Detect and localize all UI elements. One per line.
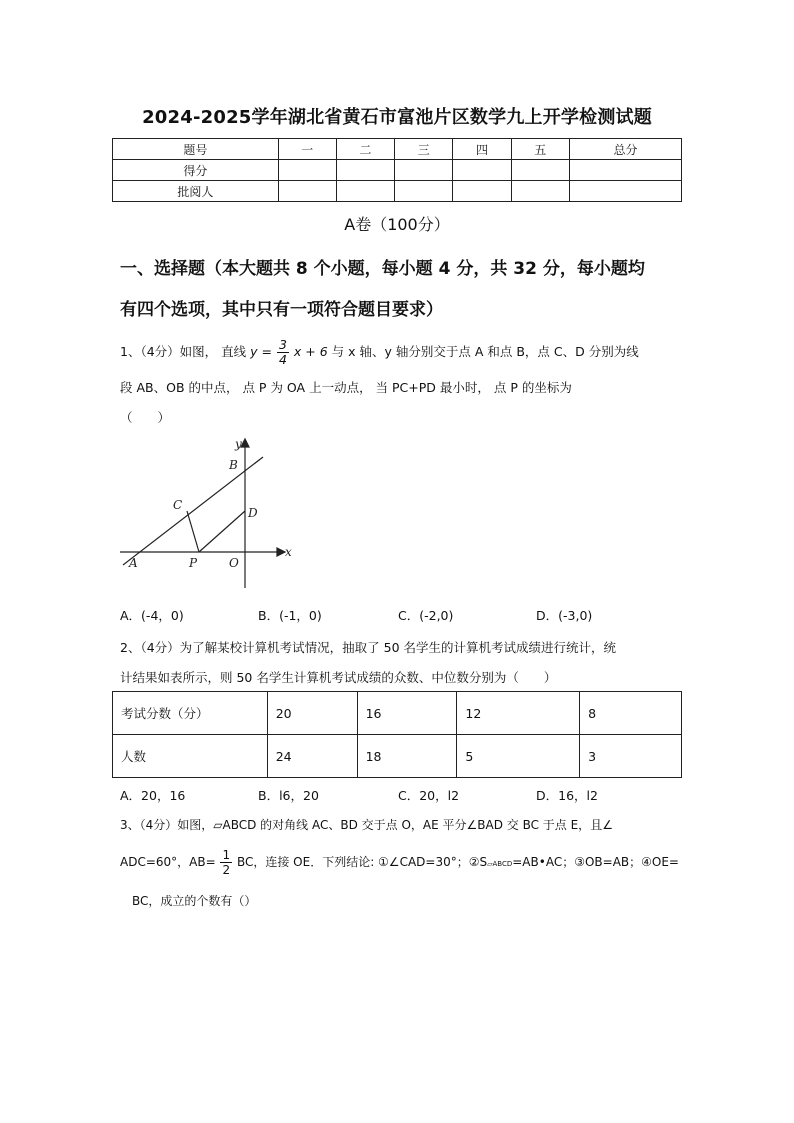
score-header-cell: 五: [511, 139, 569, 160]
q1-frac-num: 3: [278, 337, 287, 352]
q2-line1: 2、（4分）为了解某校计算机考试情况，抽取了 50 名学生的计算机考试成绩进行统计，统: [120, 640, 617, 655]
page-title: 2024-2025学年湖北省黄石市富池片区数学九上开学检测试题: [142, 107, 652, 128]
score-table-row: [113, 181, 682, 202]
score-cell[interactable]: [395, 181, 453, 202]
score-cell[interactable]: [511, 181, 569, 202]
segment-pd: [199, 511, 245, 552]
q1-figure: [115, 433, 295, 593]
score-table: [112, 138, 682, 202]
score-header-cell: 一: [278, 139, 336, 160]
q3-fraction: [220, 848, 232, 877]
q2-table-row: [113, 735, 682, 778]
q2-line2: 计结果如表所示，则 50 名学生计算机考试成绩的众数、中位数分别为（ ）: [120, 670, 557, 685]
score-header-cell: 二: [336, 139, 394, 160]
q2-cell: 5: [457, 735, 580, 778]
q1-fraction: [277, 338, 289, 367]
score-row-label: 得分: [113, 160, 279, 181]
q2-option-d[interactable]: D．16，l2: [536, 788, 598, 803]
q3-line2-c: =AB•AC；③OB=AB；④OE=: [512, 855, 679, 869]
label-x: x: [285, 545, 292, 559]
q1-option-b[interactable]: B．(-1，0): [258, 608, 322, 623]
score-cell[interactable]: [453, 160, 511, 181]
q1-line1: [120, 338, 639, 367]
q1-eq-y: y =: [250, 344, 272, 359]
q3-frac-den: 2: [222, 863, 231, 877]
q3-line3: BC，成立的个数有（）: [132, 894, 257, 908]
y-axis-arrow: [241, 439, 249, 447]
q2-table-row: [113, 692, 682, 735]
section-one-heading-line1: 一、选择题（本大题共 8 个小题，每小题 4 分，共 32 分，每小题均: [120, 259, 645, 279]
q1-eq-rest: x + 6: [293, 344, 328, 359]
q2-cell: 3: [580, 735, 682, 778]
q2-cell: 16: [357, 692, 457, 735]
section-one-heading-line2: 有四个选项，其中只有一项符合题目要求）: [120, 300, 443, 320]
x-axis-arrow: [277, 548, 285, 556]
label-y: y: [235, 437, 242, 451]
score-table-header-row: [113, 139, 682, 160]
q1-answer-blank: （ ）: [120, 410, 171, 425]
score-cell[interactable]: [511, 160, 569, 181]
label-c: C: [173, 498, 183, 512]
q1-prefix: 1、（4分）如图， 直线: [120, 344, 247, 359]
q2-option-a[interactable]: A．20，16: [120, 788, 186, 803]
q1-option-a[interactable]: A．(-4，0): [120, 608, 184, 623]
score-header-cell: 三: [395, 139, 453, 160]
q1-option-c[interactable]: C．(-2,0): [398, 608, 454, 623]
score-header-cell: 总分: [569, 139, 681, 160]
label-a: A: [129, 556, 138, 570]
label-d: D: [248, 506, 258, 520]
q1-option-d[interactable]: D．(-3,0): [536, 608, 593, 623]
q3-line1: 3、（4分）如图，▱ABCD 的对角线 AC、BD 交于点 O，AE 平分∠BAD 交 BC 于点 E，且∠: [120, 818, 613, 832]
score-cell[interactable]: [336, 181, 394, 202]
q2-cell: 24: [267, 735, 357, 778]
score-cell[interactable]: [278, 181, 336, 202]
score-row-label: 批阅人: [113, 181, 279, 202]
q2-cell: 8: [580, 692, 682, 735]
score-table-row: [113, 160, 682, 181]
q3-line2: [120, 848, 679, 877]
q1-frac-den: 4: [278, 352, 287, 367]
line-ab: [123, 457, 263, 565]
q1-line2: 段 AB、OB 的中点， 点 P 为 OA 上一动点， 当 PC+PD 最小时， 点 P 的坐标为: [120, 380, 572, 395]
q3-frac-num: 1: [222, 848, 231, 862]
score-cell[interactable]: [453, 181, 511, 202]
q2-cell: 12: [457, 692, 580, 735]
score-cell[interactable]: [278, 160, 336, 181]
score-cell[interactable]: [569, 181, 681, 202]
section-a-title: A卷（100分）: [344, 215, 450, 234]
q2-score-table: [112, 691, 682, 778]
score-cell[interactable]: [395, 160, 453, 181]
q2-option-c[interactable]: C．20，l2: [398, 788, 460, 803]
score-header-cell: 题号: [113, 139, 279, 160]
q2-cell: 考试分数（分）: [113, 692, 268, 735]
q3-subscript: ▱ABCD: [487, 860, 513, 868]
score-header-cell: 四: [453, 139, 511, 160]
label-o: O: [229, 556, 239, 570]
q2-cell: 20: [267, 692, 357, 735]
score-cell[interactable]: [569, 160, 681, 181]
segment-cp: [187, 511, 199, 552]
label-b: B: [229, 458, 238, 472]
q3-line2-b: BC，连接 OE．下列结论: ①∠CAD=30°；②S: [236, 855, 488, 869]
q2-option-b[interactable]: B．l6，20: [258, 788, 319, 803]
q1-line1-rest: 与 x 轴、y 轴分别交于点 A 和点 B，点 C、D 分别为线: [331, 344, 639, 359]
label-p: P: [189, 556, 198, 570]
q2-cell: 人数: [113, 735, 268, 778]
q3-line2-a: ADC=60°，AB=: [120, 855, 216, 869]
score-cell[interactable]: [336, 160, 394, 181]
q2-cell: 18: [357, 735, 457, 778]
